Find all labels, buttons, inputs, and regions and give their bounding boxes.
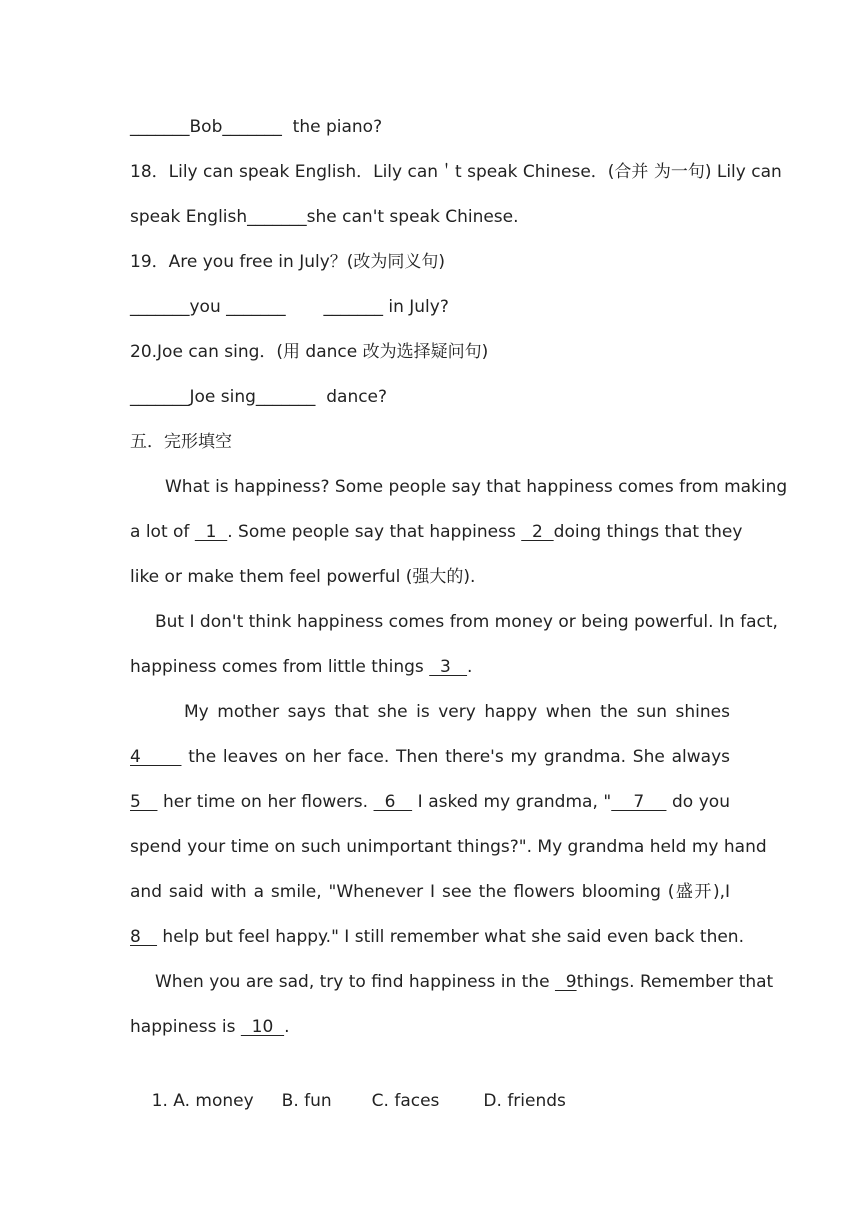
passage-p3-line4: spend your time on such unimportant things?". My grandma held my hand xyxy=(130,837,767,857)
passage-p1-line1: What is happiness? Some people say that happiness comes from making xyxy=(165,477,788,497)
passage-p1-line2: a lot of 1 . Some people say that happiness 2 doing things that they xyxy=(130,522,743,542)
question-1-options xyxy=(130,1062,730,1111)
blank-7: 7 xyxy=(611,792,667,812)
passage-p2-line1: But I don't think happiness comes from money or being powerful. In fact, xyxy=(155,612,778,632)
option-a: 1. A. money xyxy=(151,1091,254,1111)
passage-p1-line3: like or make them feel powerful (强大的). xyxy=(130,567,476,587)
blank-8: 8 xyxy=(130,927,158,947)
q20-answer-line: _______Joe sing_______ dance? xyxy=(130,387,388,407)
blank-1: 1 xyxy=(194,522,228,542)
q18-answer-line: speak English_______she can't speak Chinese. xyxy=(130,207,519,227)
passage-p2-line2: happiness comes from little things 3 . xyxy=(130,657,473,677)
q18-line: 18．Lily can speak English．Lily can＇t speak Chinese．(合并 为一句) Lily can xyxy=(130,162,782,182)
passage-p3-line1: My mother says that she is very happy when the sun shines xyxy=(184,702,730,722)
blank-4: 4 xyxy=(130,747,182,767)
blank-6: 6 xyxy=(373,792,413,812)
q19-answer-line: _______you _______ _______ in July? xyxy=(130,297,449,317)
passage-p4-line1: When you are sad, try to find happiness in the 9things. Remember that xyxy=(155,972,774,992)
passage-p3-line2: 4 the leaves on her face. Then there's my grandma. She always xyxy=(130,747,730,767)
option-c: C. faces xyxy=(371,1091,440,1111)
blank-2: 2 xyxy=(521,522,554,542)
q17-answer-line: _______Bob_______ the piano? xyxy=(130,117,383,137)
passage-p3-line6: 8 help but feel happy." I still remember what she said even back then. xyxy=(130,927,744,947)
q19-line: 19．Are you free in July？(改为同义句) xyxy=(130,252,446,272)
passage-p3-line3: 5 her time on her flowers. 6 I asked my grandma, " 7 do you xyxy=(130,792,730,812)
option-b: B. fun xyxy=(281,1091,332,1111)
passage-p4-line2: happiness is 10 . xyxy=(130,1017,290,1037)
option-d: D. friends xyxy=(483,1091,566,1111)
section-heading-cloze: 五．完形填空 xyxy=(130,432,232,452)
blank-3: 3 xyxy=(429,657,468,677)
blank-9: 9 xyxy=(554,972,577,992)
q20-line: 20.Joe can sing．(用 dance 改为选择疑问句) xyxy=(130,342,489,362)
passage-p3-line5: and said with a smile, "Whenever I see the flowers blooming (盛开),I xyxy=(130,882,730,902)
blank-10: 10 xyxy=(240,1017,285,1037)
blank-5: 5 xyxy=(130,792,158,812)
